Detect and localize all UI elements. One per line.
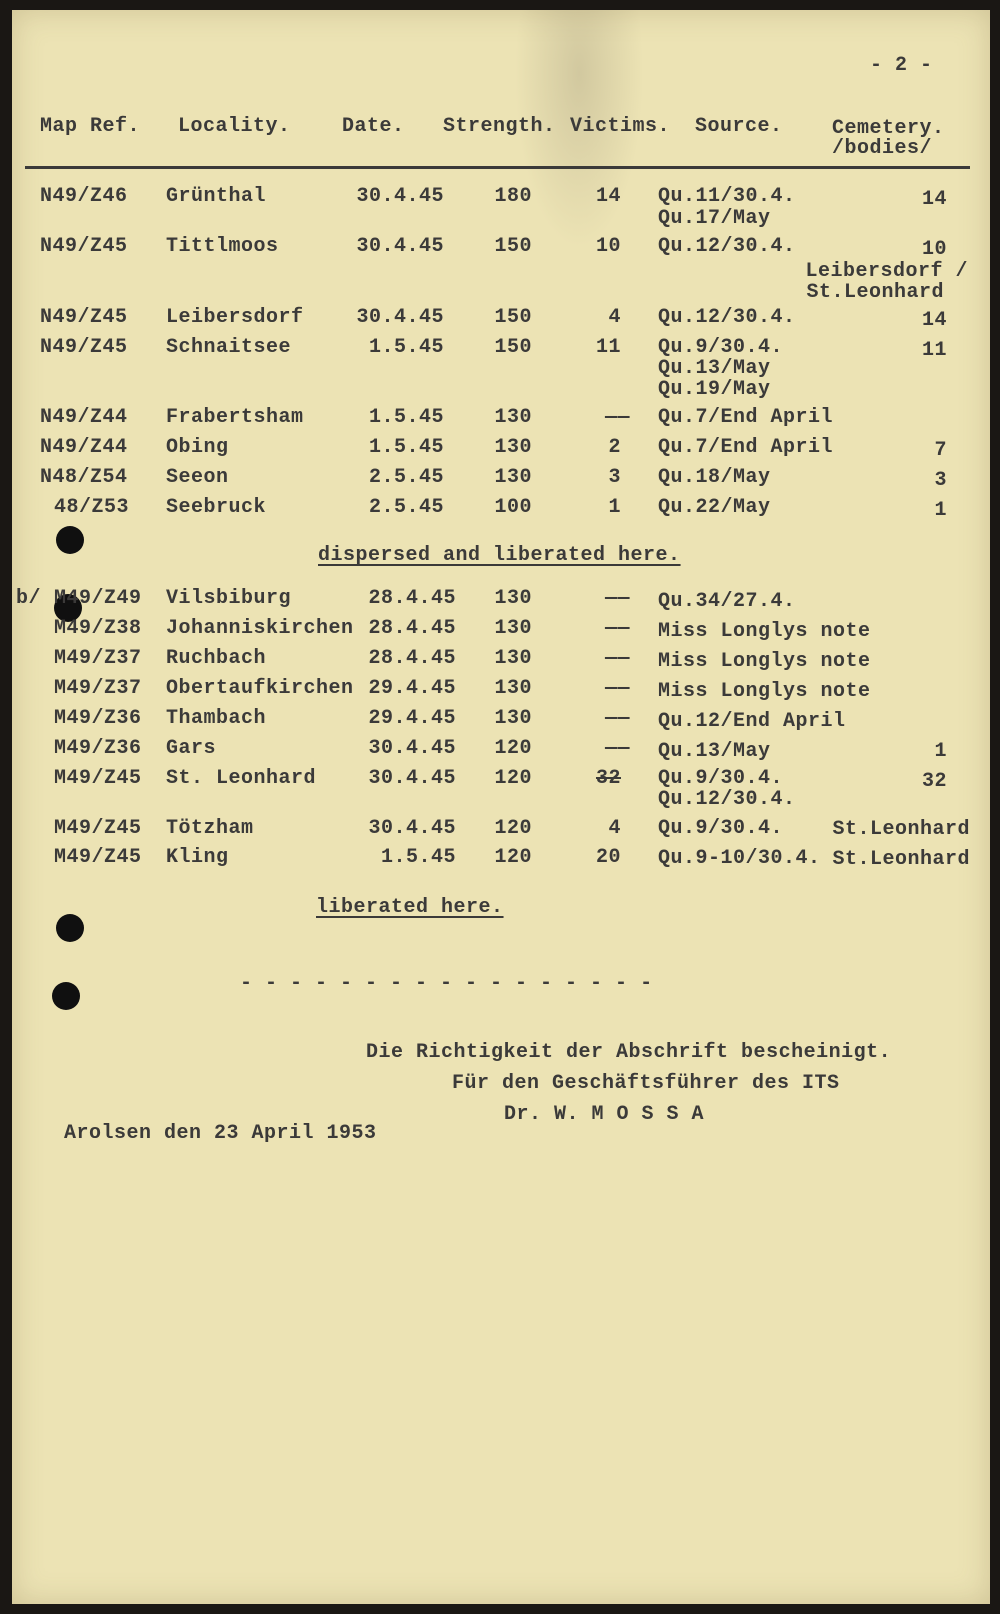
section-note: dispersed and liberated here. [318, 544, 681, 567]
cell-strength: 150 [494, 235, 532, 258]
header-rule [25, 166, 970, 169]
cell-strength: 150 [494, 336, 532, 359]
cell-source: Qu.9/30.4. [658, 817, 784, 840]
cell-map-ref: N49/Z44 [40, 406, 128, 429]
cell-cemetery: 1 [934, 740, 947, 763]
cell-map-ref: N49/Z44 [40, 436, 128, 459]
cell-cemetery: St.Leonhard [832, 818, 970, 841]
cell-source: Qu.18/May [658, 466, 771, 489]
cell-victims: —— [604, 617, 630, 640]
punch-hole [56, 526, 84, 554]
cell-date: 28.4.45 [368, 617, 456, 640]
cell-strength: 120 [494, 817, 532, 840]
cell-source: Qu.7/End April [658, 406, 834, 429]
cell-source: Qu.17/May [658, 207, 771, 230]
cell-locality: Seeon [166, 466, 229, 489]
cell-strength: 120 [494, 846, 532, 869]
cell-map-ref: M49/Z45 [54, 767, 142, 790]
cell-locality: Ruchbach [166, 647, 267, 670]
cell-source: Qu.12/30.4. [658, 306, 796, 329]
cell-map-ref: N49/Z45 [40, 336, 128, 359]
header-map-ref: Map Ref. [40, 115, 141, 138]
cell-date: 1.5.45 [368, 406, 444, 429]
cell-locality: Seebruck [166, 496, 267, 519]
cell-source: Qu.22/May [658, 496, 771, 519]
cell-victims: —— [604, 587, 630, 610]
cell-locality: Vilsbiburg [166, 587, 292, 610]
cell-victims: —— [604, 707, 630, 730]
cell-date: 1.5.45 [380, 846, 456, 869]
cell-locality: Johanniskirchen [166, 617, 354, 640]
punch-hole [56, 914, 84, 942]
cell-map-ref: N49/Z45 [40, 306, 128, 329]
header-source: Source. [695, 115, 783, 138]
cell-cemetery: 32 [921, 770, 947, 793]
cell-source: Qu.9/30.4. [658, 767, 784, 790]
cell-strength: 130 [494, 677, 532, 700]
cell-locality: Thambach [166, 707, 267, 730]
cell-date: 2.5.45 [368, 496, 444, 519]
cell-cemetery: 7 [934, 439, 947, 462]
cell-map-ref: M49/Z36 [54, 737, 142, 760]
cell-strength: 130 [494, 617, 532, 640]
cell-date: 28.4.45 [368, 587, 456, 610]
cell-map-ref: M49/Z49 [54, 587, 142, 610]
cell-map-ref: N48/Z54 [40, 466, 128, 489]
cell-map-ref: N49/Z45 [40, 235, 128, 258]
cell-cemetery: 3 [934, 469, 947, 492]
cell-map-ref: N49/Z46 [40, 185, 128, 208]
cell-strength: 130 [494, 707, 532, 730]
cell-victims: 14 [595, 185, 621, 208]
cell-victims: 20 [595, 846, 621, 869]
cell-date: 30.4.45 [356, 306, 444, 329]
cell-victims: —— [604, 737, 630, 760]
cell-strength: 100 [494, 496, 532, 519]
cell-source: Qu.19/May [658, 378, 771, 401]
header-strength: Strength. [443, 115, 556, 138]
cell-cemetery: 14 [921, 309, 947, 332]
punch-hole [52, 982, 80, 1010]
cell-locality: Kling [166, 846, 229, 869]
certification-line: Für den Geschäftsführer des ITS [452, 1072, 840, 1095]
cell-strength: 130 [494, 587, 532, 610]
page-number: - 2 - [870, 54, 933, 77]
cell-source: Miss Longlys note [658, 650, 871, 673]
cell-locality: Tötzham [166, 817, 254, 840]
cell-strength: 130 [494, 466, 532, 489]
header-locality: Locality. [178, 115, 291, 138]
cell-map-ref: M49/Z38 [54, 617, 142, 640]
cell-locality: St. Leonhard [166, 767, 317, 790]
cell-source: Qu.13/May [658, 357, 771, 380]
cell-date: 30.4.45 [356, 235, 444, 258]
cell-date: 30.4.45 [368, 767, 456, 790]
cell-strength: 130 [494, 406, 532, 429]
cell-locality: Schnaitsee [166, 336, 292, 359]
cell-strength: 130 [494, 436, 532, 459]
cell-cemetery: 11 [921, 339, 947, 362]
cell-source: Qu.12/30.4. [658, 235, 796, 258]
cell-locality: Obertaufkirchen [166, 677, 354, 700]
header-victims: Victims. [570, 115, 671, 138]
cell-source: Qu.9-10/30.4. [658, 847, 821, 870]
section-note: liberated here. [316, 896, 504, 919]
cell-victims: 4 [608, 817, 621, 840]
cell-cemetery: 1 [934, 499, 947, 522]
cell-victims: 32 [595, 767, 621, 790]
cell-source: Qu.12/End April [658, 710, 846, 733]
cell-date: 30.4.45 [368, 737, 456, 760]
cell-locality: Obing [166, 436, 229, 459]
cell-victims: 3 [608, 466, 621, 489]
cell-map-ref: M49/Z45 [54, 817, 142, 840]
cell-date: 28.4.45 [368, 647, 456, 670]
cell-locality: Leibersdorf [166, 306, 304, 329]
cell-victims: —— [604, 406, 630, 429]
cell-victims: 10 [595, 235, 621, 258]
cell-victims: 4 [608, 306, 621, 329]
cell-date: 2.5.45 [368, 466, 444, 489]
cell-source: Qu.13/May [658, 740, 771, 763]
cell-victims: 2 [608, 436, 621, 459]
cell-source: Miss Longlys note [658, 680, 871, 703]
divider-dashes: - - - - - - - - - - - - - - - - - [240, 972, 653, 995]
cell-date: 29.4.45 [368, 707, 456, 730]
cell-map-ref: M49/Z37 [54, 647, 142, 670]
place-date: Arolsen den 23 April 1953 [64, 1122, 377, 1145]
cell-strength: 120 [494, 767, 532, 790]
cell-source: Qu.11/30.4. [658, 185, 796, 208]
signatory-name: Dr. W. M O S S A [504, 1103, 705, 1126]
cell-source: Qu.9/30.4. [658, 336, 784, 359]
cell-date: 30.4.45 [356, 185, 444, 208]
header-cemetery-bodies: /bodies/ [832, 137, 933, 160]
cell-victims: 1 [608, 496, 621, 519]
cell-locality: Grünthal [166, 185, 267, 208]
certification-line: Die Richtigkeit der Abschrift bescheinigt. [366, 1041, 892, 1064]
cell-strength: 150 [494, 306, 532, 329]
cell-map-ref: M49/Z45 [54, 846, 142, 869]
cell-date: 30.4.45 [368, 817, 456, 840]
header-date: Date. [342, 115, 405, 138]
cell-date: 29.4.45 [368, 677, 456, 700]
cell-locality: Gars [166, 737, 217, 760]
cell-map-ref: M49/Z36 [54, 707, 142, 730]
cell-cemetery: Leibersdorf / [805, 260, 968, 283]
cell-strength: 120 [494, 737, 532, 760]
cell-strength: 180 [494, 185, 532, 208]
cell-source: Qu.7/End April [658, 436, 834, 459]
cell-victims: —— [604, 677, 630, 700]
cell-locality: Frabertsham [166, 406, 304, 429]
cell-source: Miss Longlys note [658, 620, 871, 643]
cell-date: 1.5.45 [368, 436, 444, 459]
cell-victims: 11 [595, 336, 621, 359]
cell-source: Qu.12/30.4. [658, 788, 796, 811]
cell-strength: 130 [494, 647, 532, 670]
cell-victims: —— [604, 647, 630, 670]
cell-cemetery: St.Leonhard [832, 848, 970, 871]
cell-source: Qu.34/27.4. [658, 590, 796, 613]
cell-date: 1.5.45 [368, 336, 444, 359]
cell-cemetery: 14 [921, 188, 947, 211]
cell-map-ref: M49/Z37 [54, 677, 142, 700]
cell-map-ref: 48/Z53 [54, 496, 130, 519]
cell-cemetery: 10 [921, 238, 947, 261]
cell-cemetery: St.Leonhard [806, 281, 944, 304]
header-cemetery: Cemetery. [832, 117, 945, 140]
section-b-label: b/ [16, 587, 42, 610]
cell-locality: Tittlmoos [166, 235, 279, 258]
